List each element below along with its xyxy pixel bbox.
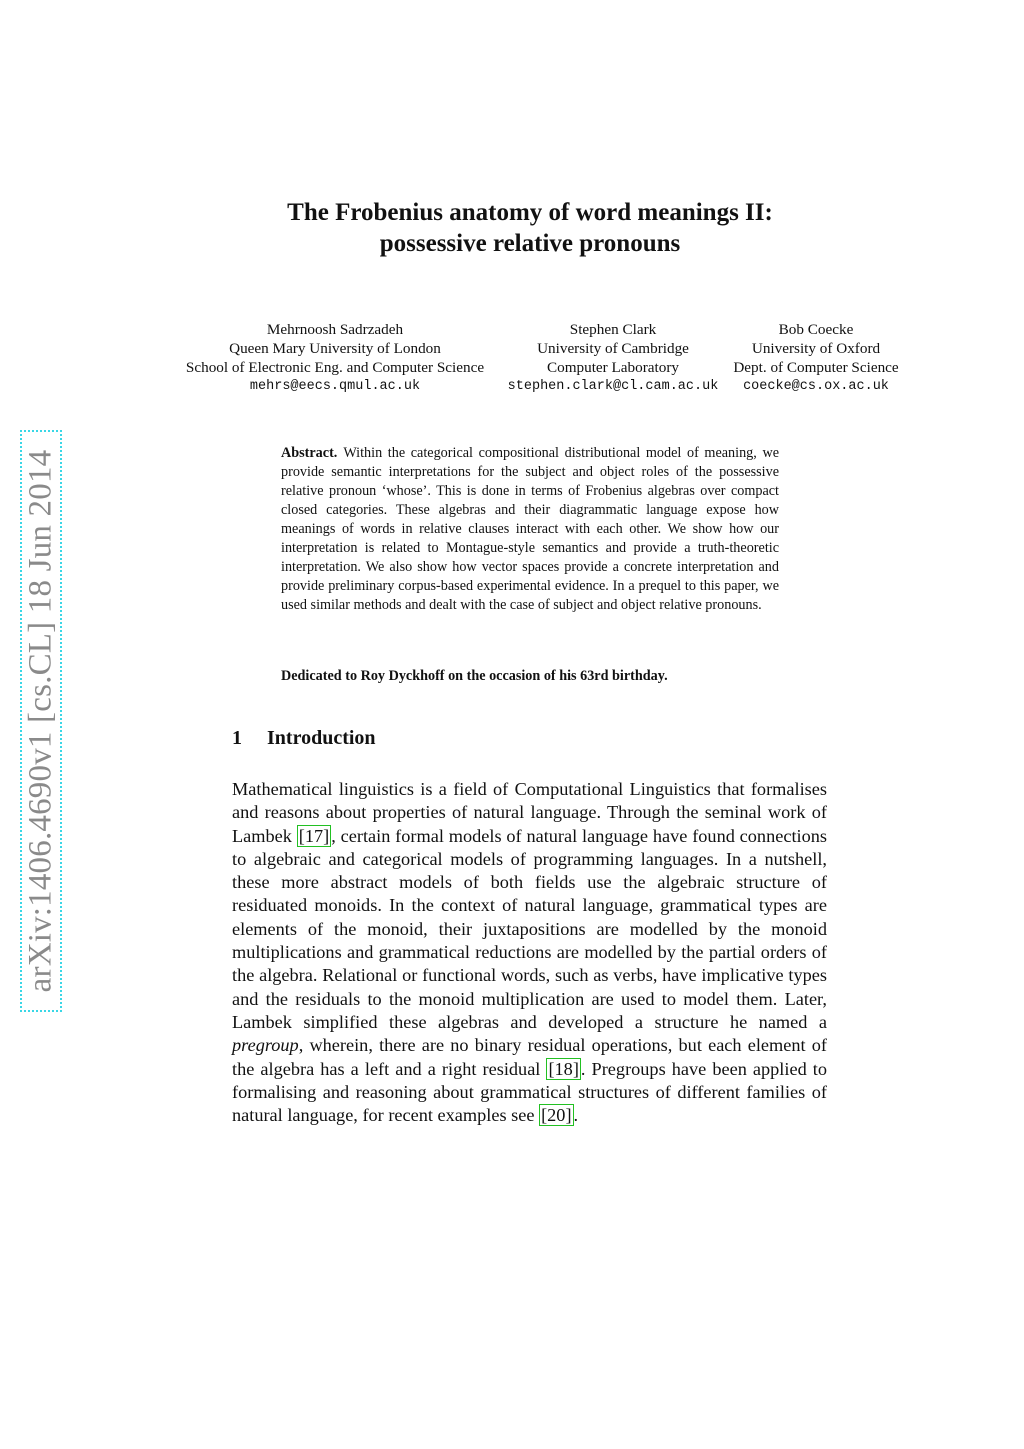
author-name: Stephen Clark [569, 321, 657, 338]
author-email: coecke@cs.ox.ac.uk [743, 379, 889, 394]
abstract-text: Within the categorical compositional distributional model of meaning, we provide semantic interpretations for the subject and object roles of the possessive relative pronoun ‘whose’. This is done in terms of Frobenius algebras over compact closed categories. These algebras and their diagrammatic language expose how meanings of words in relative clauses interact with each other. We show how our interpretation is related to Montague-style semantics and provide a truth-theoretic interpretation. We also show how vector spaces provide a concrete interpretation and provide preliminary corpus-based experimental evidence. In a prequel to this paper, we used similar methods and dealt with the case of subject and object relative pronouns. [281, 445, 779, 613]
dedication: Dedicated to Roy Dyckhoff on the occasion of his 63rd birthday. [281, 668, 668, 684]
author-affiliation: Queen Mary University of London [229, 340, 441, 357]
intro-text-5: . [573, 1105, 579, 1126]
introduction-paragraph [232, 778, 827, 1127]
abstract [281, 444, 779, 615]
section-number: 1 [232, 727, 242, 749]
intro-text-4: . Pregroups have been applied to formalising and reasoning about grammatical structures of different families of natural language, for recent examples see [232, 1058, 827, 1126]
intro-emphasis: pregroup [232, 1035, 299, 1056]
author-affiliation: University of Cambridge [537, 340, 689, 357]
author-email: mehrs@eecs.qmul.ac.uk [249, 379, 421, 394]
author-block-coecke [716, 320, 916, 396]
title-line-1: The Frobenius anatomy of word meanings II: [287, 199, 773, 226]
author-affiliation: University of Oxford [751, 340, 881, 357]
intro-text-2: , certain formal models of natural language have found connections to algebraic and categorical models of programming languages. In a nutshell, these more abstract models of both fields use the algebraic structure of residuated monoids. In the context of natural language, grammatical types are elements of the monoid, their juxtapositions are modelled by the monoid multiplications and grammatical reductions are modelled by the partial orders of the algebra. Relational or functional words, such as verbs, have implicative types and the residuals to the monoid multiplication are used to model them. Later, Lambek simplified these algebras and developed a structure he named a [232, 825, 827, 1032]
citation-link-20[interactable]: [20] [541, 1105, 572, 1126]
abstract-label: Abstract. [281, 445, 338, 461]
author-block-clark [500, 320, 726, 396]
arxiv-identifier-text: arXiv:1406.4690v1 [cs.CL] 18 Jun 2014 [22, 449, 59, 993]
author-name: Bob Coecke [778, 321, 854, 338]
author-email: stephen.clark@cl.cam.ac.uk [507, 379, 719, 394]
arxiv-identifier-stamp[interactable] [20, 430, 62, 1012]
citation-link-18[interactable]: [18] [548, 1058, 579, 1079]
title-line-2: possessive relative pronouns [379, 230, 681, 257]
section-title: Introduction [267, 727, 376, 749]
author-department: School of Electronic Eng. and Computer Science [185, 359, 485, 376]
citation-link-17[interactable]: [17] [298, 825, 330, 846]
author-department: Computer Laboratory [546, 359, 679, 376]
author-department: Dept. of Computer Science [733, 359, 899, 376]
section-heading-introduction [232, 727, 376, 750]
author-name: Mehrnoosh Sadrzadeh [266, 321, 404, 338]
author-block-sadrzadeh [150, 320, 520, 396]
intro-text-1: Mathematical linguistics is a field of Computational Linguistics that formalises and reasons about properties of natural language. Through the seminal work of Lambek [232, 779, 827, 846]
intro-text-3: , wherein, there are no binary residual operations, but each element of the algebra has a left and a right residual [232, 1035, 827, 1079]
paper-title [0, 197, 1024, 259]
